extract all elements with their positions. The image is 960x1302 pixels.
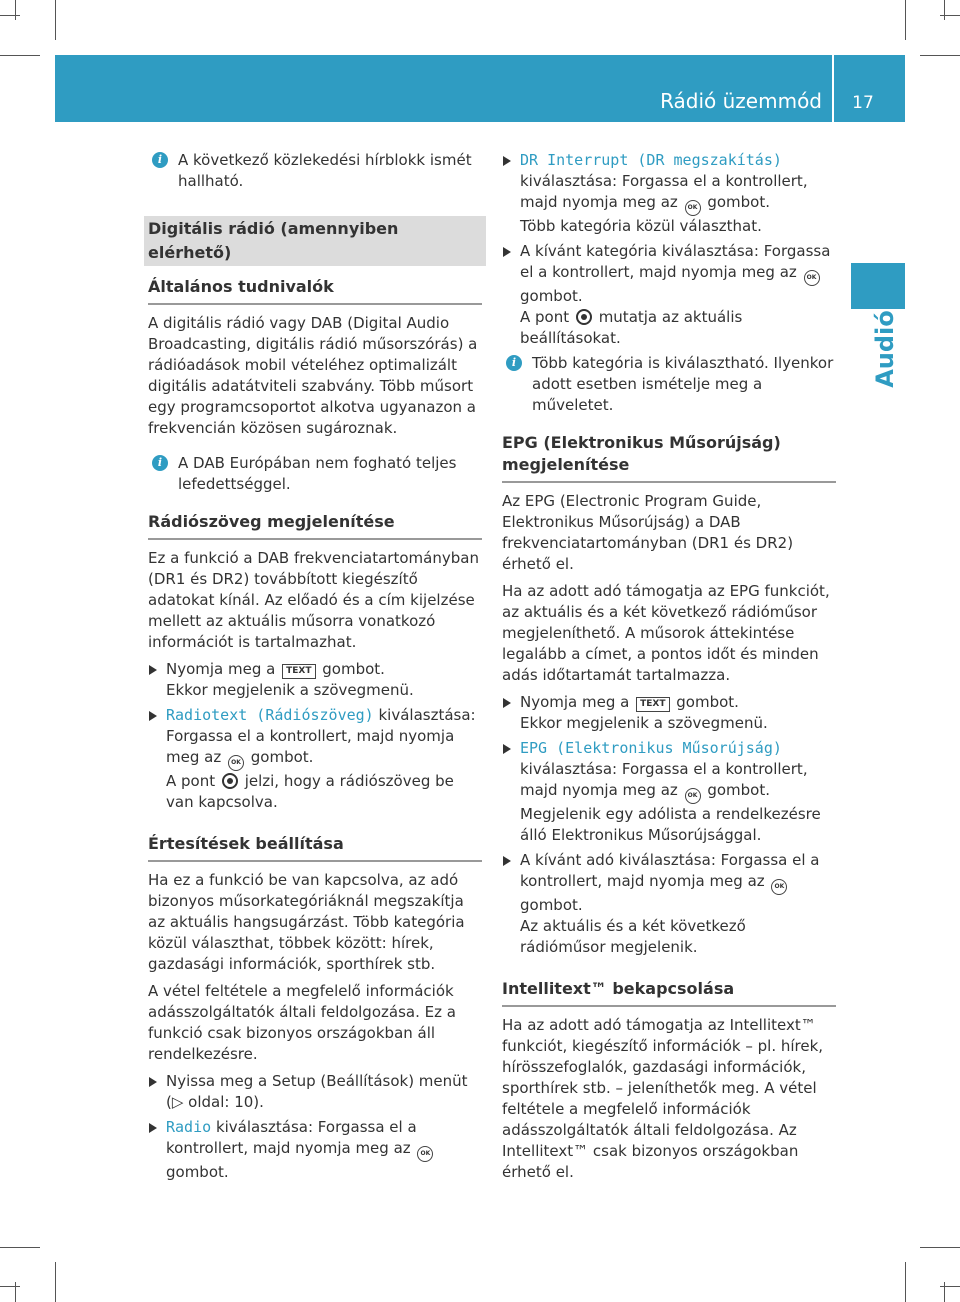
subsection-heading: Értesítések beállítása bbox=[148, 833, 482, 862]
crop-mark bbox=[940, 1286, 960, 1287]
info-note bbox=[148, 453, 482, 495]
info-icon: i bbox=[152, 455, 168, 471]
step-result: Ekkor megjelenik a szövegmenü. bbox=[520, 714, 768, 732]
crop-mark bbox=[905, 1262, 906, 1302]
right-column bbox=[502, 150, 836, 1189]
step-arrow-icon bbox=[149, 1123, 157, 1133]
paragraph: A digitális rádió vagy DAB (Digital Audio Broadcasting, digitális rádió műsorszórás) a rádióadások mobil vételéhez optimalizált digitális adatátviteli szabvány. Több műsort egy programcsoportot alkotva ugyanazon a frekvencián közösen sugároznak. bbox=[148, 314, 478, 437]
crop-mark bbox=[0, 1286, 20, 1287]
step-arrow-icon bbox=[149, 1077, 157, 1087]
subsection-heading: EPG (Elektronikus Műsorújság) megjelenítése bbox=[502, 432, 836, 483]
step-result: Az aktuális és a két következő rádióműsor megjelenik. bbox=[520, 917, 746, 956]
ok-button-icon: OK bbox=[228, 755, 244, 771]
step-arrow-icon bbox=[503, 156, 511, 166]
ok-button-icon: OK bbox=[685, 788, 701, 804]
header-divider bbox=[832, 55, 834, 122]
info-icon: i bbox=[152, 152, 168, 168]
instruction-step: Nyomja meg a TEXT gombot. Ekkor megjelenik a szövegmenü. bbox=[148, 659, 482, 701]
step-arrow-icon bbox=[149, 665, 157, 675]
text-button-icon: TEXT bbox=[636, 697, 669, 712]
instruction-step: A kívánt adó kiválasztása: Forgassa el a kontrollert, majd nyomja meg az OK gombot. Az aktuális és a két következő rádióműsor megjelenik. bbox=[502, 850, 836, 958]
step-result: Több kategória közül választhat. bbox=[520, 217, 762, 235]
chapter-tab-label: Audió bbox=[871, 310, 899, 388]
step-arrow-icon bbox=[149, 711, 157, 721]
crop-mark bbox=[944, 0, 945, 20]
paragraph: A vétel feltétele a megfelelő információk adásszolgáltatók általi feldolgozása. Ez a funkció csak bizonyos országokban áll rendelkezésre. bbox=[148, 982, 456, 1063]
note-text: A DAB Európában nem fogható teljes lefedettséggel. bbox=[178, 454, 457, 493]
crop-mark bbox=[15, 1282, 16, 1302]
crop-mark bbox=[940, 15, 960, 16]
step-arrow-icon bbox=[503, 744, 511, 754]
instruction-step: Radio kiválasztása: Forgassa el a kontrollert, majd nyomja meg az OK gombot. bbox=[148, 1117, 482, 1183]
step-arrow-icon bbox=[503, 698, 511, 708]
subsection-heading: Általános tudnivalók bbox=[148, 276, 482, 305]
paragraph: Ha ez a funkció be van kapcsolva, az adó bizonyos műsorkategóriáknál megszakítja az aktuális hangsugárzást. Több kategória közül választhat, többek között: hírek, gazdasági információk, sporthírek stb. bbox=[148, 871, 465, 973]
instruction-step: A kívánt kategória kiválasztása: Forgassa el a kontrollert, majd nyomja meg az OK gombot. A pont mutatja az aktuális beállításokat. bbox=[502, 241, 836, 349]
ok-button-icon: OK bbox=[417, 1146, 433, 1162]
crop-mark bbox=[0, 15, 20, 16]
crop-mark bbox=[920, 55, 960, 56]
step-arrow-icon bbox=[503, 247, 511, 257]
subsection-heading: Intellitext™ bekapcsolása bbox=[502, 978, 836, 1007]
paragraph: Az EPG (Electronic Program Guide, Elektronikus Műsorújság) a DAB frekvenciatartományban (DR1 és DR2) érhető el. bbox=[502, 492, 794, 573]
page-title: Rádió üzemmód bbox=[660, 89, 822, 113]
crop-mark bbox=[944, 1282, 945, 1302]
step-result: Ekkor megjelenik a szövegmenü. bbox=[166, 681, 414, 699]
menu-item-name: Radiotext (Rádiószöveg) bbox=[166, 706, 374, 724]
crop-mark bbox=[920, 1247, 960, 1248]
menu-item-name: DR Interrupt (DR megszakítás) bbox=[520, 151, 782, 169]
instruction-step: Nyomja meg a TEXT gombot. Ekkor megjelenik a szövegmenü. bbox=[502, 692, 836, 734]
note-text: Több kategória is kiválasztható. Ilyenkor adott esetben ismételje meg a műveletet. bbox=[532, 354, 834, 414]
menu-item-name: EPG (Elektronikus Műsorújság) bbox=[520, 739, 782, 757]
crop-mark bbox=[55, 0, 56, 40]
step-arrow-icon bbox=[503, 856, 511, 866]
crop-mark bbox=[55, 1262, 56, 1302]
instruction-step: Nyissa meg a Setup (Beállítások) menüt (▷ oldal: 10). bbox=[148, 1071, 482, 1113]
info-note bbox=[502, 353, 836, 416]
paragraph: Ez a funkció a DAB frekvenciatartományban (DR1 és DR2) továbbított kiegészítő adatokat kínál. Az előadó és a cím kijelzése mellett az aktuális műsorra vonatkozó információt is tartalmazhat. bbox=[148, 549, 479, 651]
instruction-step: Radiotext (Rádiószöveg) kiválasztása: Forgassa el a kontrollert, majd nyomja meg az OK gombot. A pont jelzi, hogy a rádiószöveg be van kapcsolva. bbox=[148, 705, 482, 813]
section-heading: Digitális rádió (amennyiben elérhető) bbox=[144, 216, 486, 266]
crop-mark bbox=[0, 55, 40, 56]
crop-mark bbox=[905, 0, 906, 40]
instruction-step: EPG (Elektronikus Műsorújság) kiválasztása: Forgassa el a kontrollert, majd nyomja meg az OK gombot. Megjelenik egy adólista a rendelkezésre álló Elektronikus Műsorújsággal. bbox=[502, 738, 836, 846]
selected-dot-icon bbox=[222, 773, 238, 789]
page-number: 17 bbox=[852, 93, 874, 113]
text-button-icon: TEXT bbox=[282, 664, 315, 679]
step-result: Megjelenik egy adólista a rendelkezésre álló Elektronikus Műsorújsággal. bbox=[520, 805, 821, 844]
ok-button-icon: OK bbox=[804, 270, 820, 286]
info-icon: i bbox=[506, 355, 522, 371]
left-column bbox=[148, 150, 482, 1187]
ok-button-icon: OK bbox=[771, 879, 787, 895]
instruction-step: DR Interrupt (DR megszakítás) kiválasztása: Forgassa el a kontrollert, majd nyomja meg az OK gombot. Több kategória közül választhat. bbox=[502, 150, 836, 237]
selected-dot-icon bbox=[576, 309, 592, 325]
paragraph: Ha az adott adó támogatja az Intellitext™ funkciót, kiegészítő információk – pl. hírek, hírösszefoglalók, gazdasági információk, sporthírek stb. – jeleníthetők meg. A vétel feltétele a megfelelő információk adásszolgáltatók általi feldolgozása. Az Intellitext™ csak bizonyos országokban érhető el. bbox=[502, 1016, 824, 1181]
menu-item-name: Radio bbox=[166, 1118, 212, 1136]
paragraph: Ha az adott adó támogatja az EPG funkciót, az aktuális és a két következő rádióműsor megjeleníthető. A műsorok áttekintése legalább a címet, a pontos időt és minden adás időtartamát tartalmazza. bbox=[502, 582, 830, 684]
crop-mark bbox=[15, 0, 16, 20]
crop-mark bbox=[0, 1247, 40, 1248]
info-note bbox=[148, 150, 482, 192]
subsection-heading: Rádiószöveg megjelenítése bbox=[148, 511, 482, 540]
note-text: A következő közlekedési hírblokk ismét hallható. bbox=[178, 151, 472, 190]
ok-button-icon: OK bbox=[685, 200, 701, 216]
